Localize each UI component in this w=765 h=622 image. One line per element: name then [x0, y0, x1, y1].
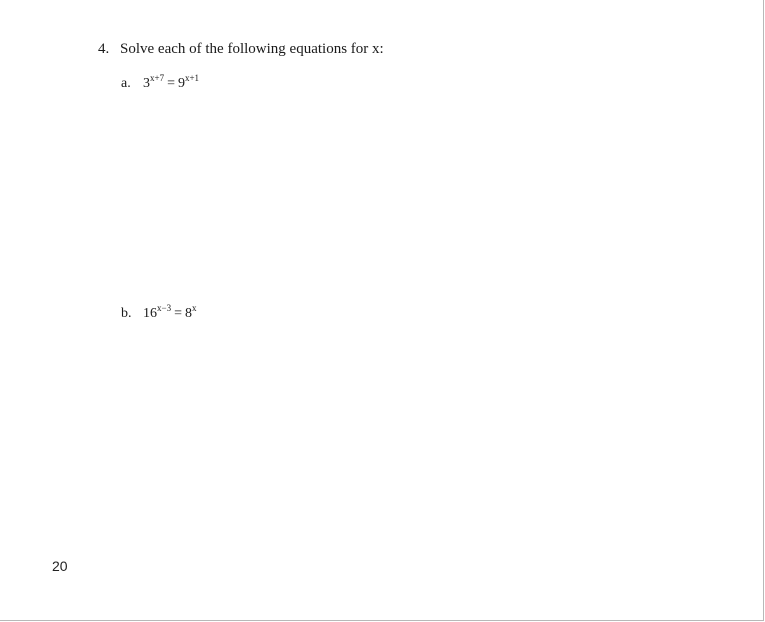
part-b-label: b. [121, 306, 132, 321]
equation-b-lhs-base: 16 [143, 306, 157, 321]
page-number: 20 [52, 558, 68, 574]
part-a-label: a. [121, 76, 131, 91]
equation-b-rhs-exponent: x [191, 303, 197, 313]
equation-b-operator: = [174, 306, 182, 321]
equation-a-operator: = [167, 76, 175, 91]
part-a [121, 73, 200, 92]
part-b [121, 303, 197, 322]
equation-a-rhs-base: 9 [177, 76, 185, 91]
question-prompt: Solve each of the following equations for x: [120, 41, 384, 57]
equation-a [143, 73, 200, 91]
equation-b [143, 303, 197, 321]
question-number: 4. [98, 41, 110, 57]
equation-a-lhs-exponent: x+7 [150, 73, 165, 83]
equation-b-rhs-base: 8 [184, 306, 192, 321]
equation-b-lhs-exponent: x−3 [157, 303, 172, 313]
equation-a-rhs-exponent: x+1 [184, 73, 200, 83]
question-4 [98, 41, 384, 58]
equation-a-lhs-base: 3 [143, 76, 150, 91]
